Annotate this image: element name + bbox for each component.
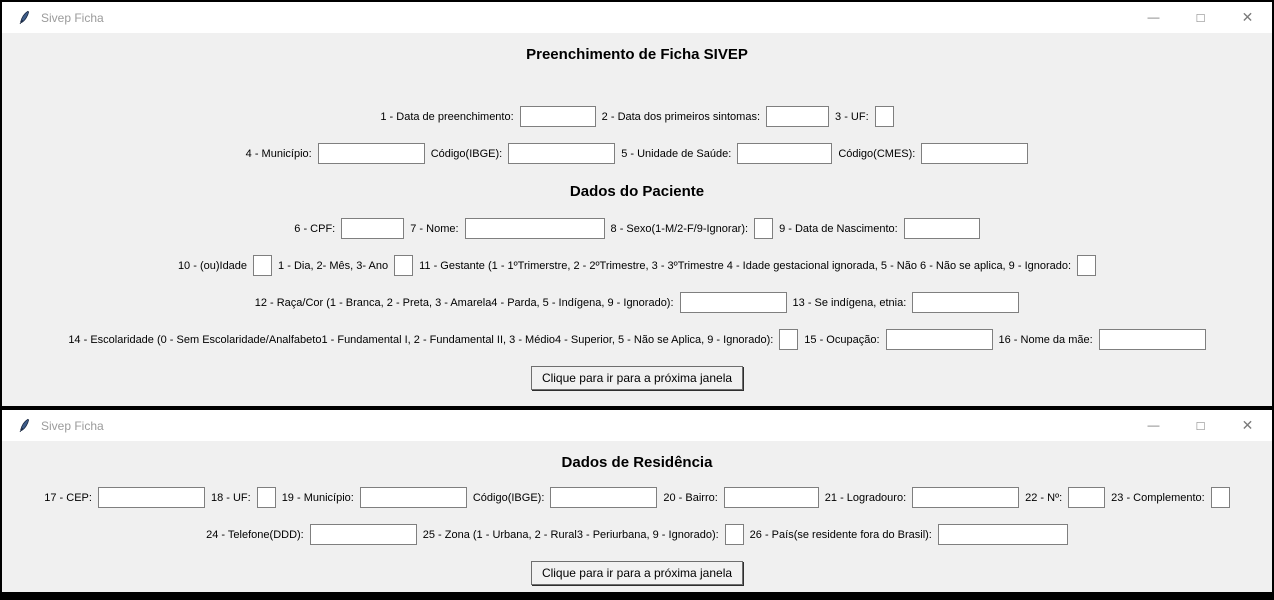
form-title: Dados de Residência bbox=[561, 454, 713, 471]
input-ocupacao[interactable] bbox=[886, 329, 993, 350]
label-unidade-saude: 5 - Unidade de Saúde: bbox=[621, 147, 732, 160]
next-window-button[interactable]: Clique para ir para a próxima janela bbox=[531, 366, 743, 390]
input-data-preenchimento[interactable] bbox=[520, 106, 596, 127]
input-cpf[interactable] bbox=[341, 218, 404, 239]
window-ficha-sivep bbox=[2, 2, 1272, 406]
input-idade-tipo[interactable] bbox=[394, 255, 413, 276]
minimize-icon[interactable]: — bbox=[1147, 10, 1160, 24]
maximize-icon[interactable]: □ bbox=[1196, 418, 1205, 433]
input-codigo-ibge[interactable] bbox=[508, 143, 615, 164]
label-cep: 17 - CEP: bbox=[44, 491, 92, 504]
input-complemento[interactable] bbox=[1211, 487, 1230, 508]
input-idade[interactable] bbox=[253, 255, 272, 276]
label-codigo-ibge-residencia: Código(IBGE): bbox=[472, 491, 545, 504]
input-pais[interactable] bbox=[938, 524, 1068, 545]
window-body bbox=[2, 33, 1272, 390]
label-zona: 25 - Zona (1 - Urbana, 2 - Rural3 - Periurbana, 9 - Ignorado): bbox=[422, 528, 719, 541]
label-uf: 3 - UF: bbox=[835, 110, 869, 123]
input-logradouro[interactable] bbox=[912, 487, 1019, 508]
tk-feather-icon bbox=[15, 10, 31, 26]
label-numero: 22 - Nº: bbox=[1025, 491, 1063, 504]
close-icon[interactable]: ✕ bbox=[1241, 9, 1254, 25]
label-escolaridade: 14 - Escolaridade (0 - Sem Escolaridade/Analfabeto1 - Fundamental I, 2 - Fundamental II, 3 - Médio4 - Superior, 5 - Não se Aplica, 9 - Ignorado): bbox=[68, 333, 774, 346]
window-controls bbox=[1145, 410, 1272, 441]
input-escolaridade[interactable] bbox=[779, 329, 798, 350]
input-telefone-ddd[interactable] bbox=[310, 524, 417, 545]
label-nome-mae: 16 - Nome da mãe: bbox=[998, 333, 1093, 346]
label-codigo-ibge: Código(IBGE): bbox=[430, 147, 503, 160]
input-cep[interactable] bbox=[98, 487, 205, 508]
label-uf-residencia: 18 - UF: bbox=[210, 491, 251, 504]
minimize-icon[interactable]: — bbox=[1147, 418, 1160, 432]
label-sexo: 8 - Sexo(1-M/2-F/9-Ignorar): bbox=[610, 222, 749, 235]
row-dates-uf bbox=[380, 106, 893, 127]
input-etnia[interactable] bbox=[912, 292, 1019, 313]
row-escolaridade-ocupacao-mae bbox=[68, 329, 1205, 350]
titlebar bbox=[2, 2, 1272, 33]
window-controls bbox=[1145, 2, 1272, 33]
input-municipio[interactable] bbox=[318, 143, 425, 164]
label-etnia: 13 - Se indígena, etnia: bbox=[792, 296, 907, 309]
input-unidade-saude[interactable] bbox=[737, 143, 832, 164]
input-numero[interactable] bbox=[1068, 487, 1105, 508]
maximize-icon[interactable]: □ bbox=[1196, 10, 1205, 25]
input-nome-mae[interactable] bbox=[1099, 329, 1206, 350]
input-raca-cor[interactable] bbox=[680, 292, 787, 313]
input-nome[interactable] bbox=[465, 218, 605, 239]
label-pais: 26 - País(se residente fora do Brasil): bbox=[749, 528, 932, 541]
tk-feather-icon bbox=[15, 418, 31, 434]
label-cpf: 6 - CPF: bbox=[294, 222, 336, 235]
window-title: Sivep Ficha bbox=[41, 418, 104, 433]
input-bairro[interactable] bbox=[724, 487, 819, 508]
label-codigo-cmes: Código(CMES): bbox=[838, 147, 916, 160]
input-gestante[interactable] bbox=[1077, 255, 1096, 276]
label-raca-cor: 12 - Raça/Cor (1 - Branca, 2 - Preta, 3 - Amarela4 - Parda, 5 - Indígena, 9 - Ignorado): bbox=[254, 296, 674, 309]
label-idade: 10 - (ou)Idade bbox=[177, 259, 248, 272]
window-title: Sivep Ficha bbox=[41, 10, 104, 25]
label-data-nascimento: 9 - Data de Nascimento: bbox=[779, 222, 898, 235]
label-gestante: 11 - Gestante (1 - 1ºTrimerstre, 2 - 2ºTrimestre, 3 - 3ºTrimestre 4 - Idade gestacional ignorada, 5 - Não 6 - Não se aplica, 9 - Ignorado: bbox=[419, 259, 1072, 272]
row-municipio-unidade bbox=[246, 143, 1029, 164]
label-municipio: 4 - Município: bbox=[245, 147, 312, 160]
label-data-primeiros-sintomas: 2 - Data dos primeiros sintomas: bbox=[601, 110, 761, 123]
input-data-primeiros-sintomas[interactable] bbox=[766, 106, 829, 127]
label-municipio-residencia: 19 - Município: bbox=[281, 491, 354, 504]
row-telefone-zona-pais bbox=[206, 524, 1068, 545]
input-data-nascimento[interactable] bbox=[904, 218, 980, 239]
row-idade-gestante bbox=[178, 255, 1096, 276]
label-telefone-ddd: 24 - Telefone(DDD): bbox=[206, 528, 304, 541]
next-window-button[interactable]: Clique para ir para a próxima janela bbox=[531, 561, 743, 585]
label-logradouro: 21 - Logradouro: bbox=[824, 491, 907, 504]
close-icon[interactable]: ✕ bbox=[1241, 417, 1254, 433]
input-municipio-residencia[interactable] bbox=[360, 487, 467, 508]
input-sexo[interactable] bbox=[754, 218, 773, 239]
input-uf[interactable] bbox=[875, 106, 894, 127]
label-nome: 7 - Nome: bbox=[410, 222, 459, 235]
row-endereco bbox=[44, 487, 1229, 508]
window-body bbox=[2, 441, 1272, 585]
window-dados-residencia bbox=[2, 410, 1272, 592]
label-complemento: 23 - Complemento: bbox=[1111, 491, 1205, 504]
label-ocupacao: 15 - Ocupação: bbox=[804, 333, 880, 346]
label-bairro: 20 - Bairro: bbox=[663, 491, 718, 504]
label-idade-tipo: 1 - Dia, 2- Mês, 3- Ano bbox=[278, 259, 389, 272]
section-title-dados-paciente: Dados do Paciente bbox=[569, 183, 705, 200]
titlebar bbox=[2, 410, 1272, 441]
input-zona[interactable] bbox=[725, 524, 744, 545]
label-data-preenchimento: 1 - Data de preenchimento: bbox=[380, 110, 514, 123]
input-codigo-cmes[interactable] bbox=[921, 143, 1028, 164]
form-title: Preenchimento de Ficha SIVEP bbox=[526, 46, 748, 63]
row-cpf-nome-sexo bbox=[294, 218, 979, 239]
row-raca-etnia bbox=[255, 292, 1020, 313]
input-uf-residencia[interactable] bbox=[257, 487, 276, 508]
input-codigo-ibge-residencia[interactable] bbox=[550, 487, 657, 508]
